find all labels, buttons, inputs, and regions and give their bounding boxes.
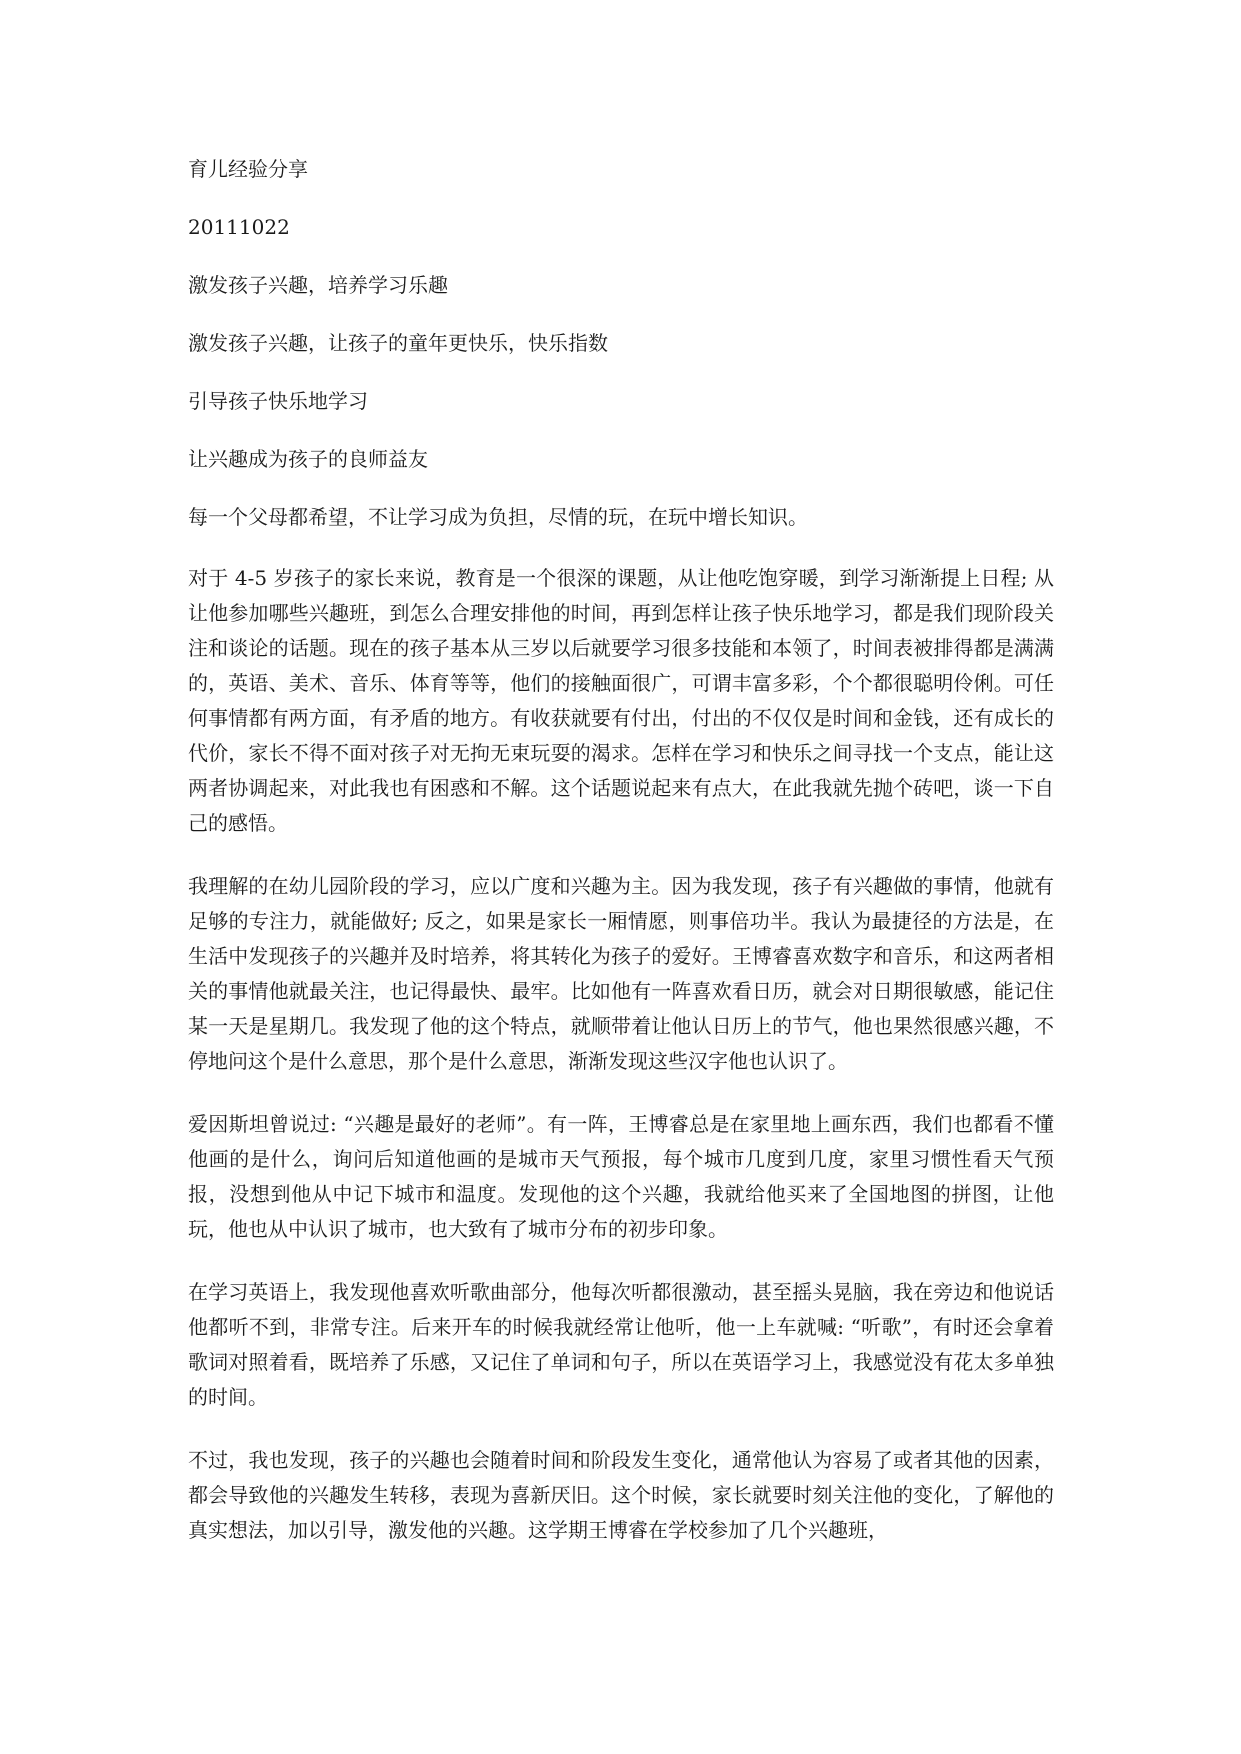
heading-line: 激发孩子兴趣，让孩子的童年更快乐，快乐指数 xyxy=(188,331,608,355)
document-date: 20111022 xyxy=(188,215,290,239)
heading-line: 引导孩子快乐地学习 xyxy=(188,389,368,413)
heading-line: 让兴趣成为孩子的良师益友 xyxy=(188,447,428,471)
document-title: 育儿经验分享 xyxy=(188,157,308,181)
body-paragraph: 我理解的在幼儿园阶段的学习，应以广度和兴趣为主。因为我发现，孩子有兴趣做的事情，他就有足够的专注力，就能做好; 反之，如果是家长一厢情愿，则事倍功半。我认为最捷径的方法是，在生活中发现孩子的兴趣并及时培养，将其转化为孩子的爱好。王博睿喜欢数字和音乐，和这两者相关的事情他就最关注，也记得最快、最牢。比如他有一阵喜欢看日历，就会对日期很敏感，能记住某一天是星期几。我发现了他的这个特点，就顺带着让他认日历上的节气，他也果然很感兴趣，不停地问这个是什么意思，那个是什么意思，渐渐发现这些汉字他也认识了。 xyxy=(188,874,1054,1073)
body-paragraph: 在学习英语上，我发现他喜欢听歌曲部分，他每次听都很激动，甚至摇头晃脑，我在旁边和他说话他都听不到，非常专注。后来开车的时候我就经常让他听，他一上车就喊: “听歌”，有时还会拿着歌词对照着看，既培养了乐感，又记住了单词和句子，所以在英语学习上，我感觉没有花太多单独的时间。 xyxy=(188,1280,1054,1409)
intro-line: 每一个父母都希望，不让学习成为负担，尽情的玩，在玩中增长知识。 xyxy=(188,505,808,529)
body-paragraph: 不过，我也发现，孩子的兴趣也会随着时间和阶段发生变化，通常他认为容易了或者其他的因素，都会导致他的兴趣发生转移，表现为喜新厌旧。这个时候，家长就要时刻关注他的变化，了解他的真实想法，加以引导，激发他的兴趣。这学期王博睿在学校参加了几个兴趣班， xyxy=(188,1448,1054,1542)
body-paragraph: 爱因斯坦曾说过: “兴趣是最好的老师”。有一阵，王博睿总是在家里地上画东西，我们也都看不懂他画的是什么，询问后知道他画的是城市天气预报，每个城市几度到几度，家里习惯性看天气预报，没想到他从中记下城市和温度。发现他的这个兴趣，我就给他买来了全国地图的拼图，让他玩，他也从中认识了城市，也大致有了城市分布的初步印象。 xyxy=(188,1112,1054,1241)
body-paragraph: 对于 4-5 岁孩子的家长来说，教育是一个很深的课题，从让他吃饱穿暖，到学习渐渐提上日程; 从让他参加哪些兴趣班，到怎么合理安排他的时间，再到怎样让孩子快乐地学习，都是我们现阶段关注和谈论的话题。现在的孩子基本从三岁以后就要学习很多技能和本领了，时间表被排得都是满满的，英语、美术、音乐、体育等等，他们的接触面很广，可谓丰富多彩，个个都很聪明伶俐。可任何事情都有两方面，有矛盾的地方。有收获就要有付出，付出的不仅仅是时间和金钱，还有成长的代价，家长不得不面对孩子对无拘无束玩耍的渴求。怎样在学习和快乐之间寻找一个支点，能让这两者协调起来，对此我也有困惑和不解。这个话题说起来有点大，在此我就先抛个砖吧，谈一下自己的感悟。 xyxy=(188,566,1054,835)
heading-line: 激发孩子兴趣，培养学习乐趣 xyxy=(188,273,448,297)
document-body xyxy=(188,155,1054,1576)
